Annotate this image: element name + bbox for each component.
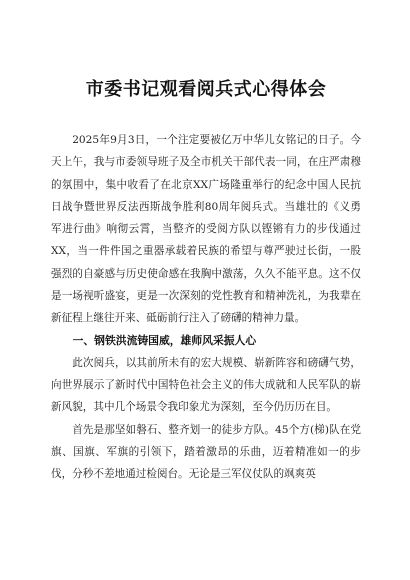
section-paragraph-1: 此次阅兵，以其前所未有的宏大规模、崭新阵容和磅礴气势，向世界展示了新时代中国特色社会主义的伟大成就和人民军队的崭新风貌，其中几个场景令我印象尤为深刻，至今仍历历在目。 [51,356,361,414]
intro-paragraph: 2025年9月3日，一个注定要被亿万中华儿女铭记的日子。今天上午，我与市委领导班子及全市机关干部代表一同，在庄严肃穆的氛围中，集中收看了在北京XX广场隆重举行的纪念中国人民抗日战争暨世界反法西斯战争胜利80周年阅兵式。当雄壮的《义勇军进行曲》响彻云霄，当整齐的受阅方队以铿锵有力的步伐通过XX，当一件件国之重器承载着民族的希望与尊严驶过长街，一股强烈的自豪感与历史使命感在我胸中激荡，久久不能平息。这不仅是一场视听盛宴，更是一次深刻的党性教育和精神洗礼，为我辈在新征程上继往开来、砥砺前行注入了磅礴的精神力量。 [51,134,361,325]
document-title: 市委书记观看阅兵式心得体会 [85,79,327,100]
section-paragraph-2: 首先是那坚如磐石、整齐划一的徒步方队。45个方(梯)队在党旗、国旗、军旗的引领下，踏着激昂的乐曲，迈着精准如一的步伐，分秒不差地通过检阅台。无论是三军仪仗队的飒爽英 [51,423,361,481]
section-heading: 一、钢铁洪流铸国威，雄师风采振人心 [72,333,257,347]
